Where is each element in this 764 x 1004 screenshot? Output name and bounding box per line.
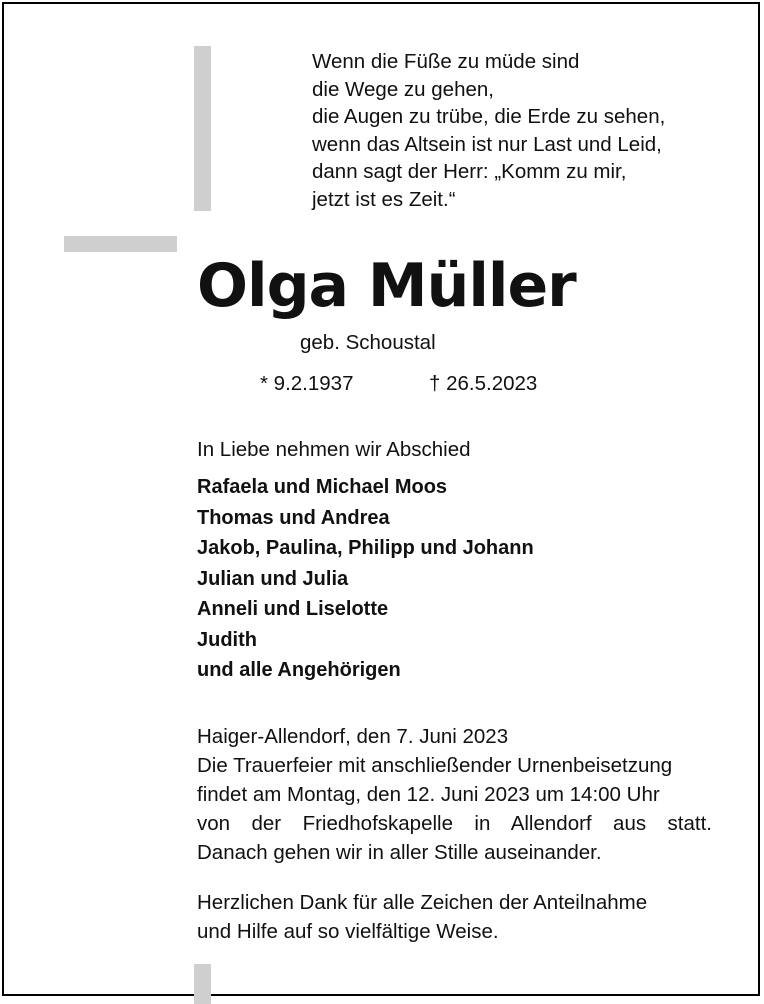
cross-vertical-top-bar: [194, 46, 211, 211]
poem-line: die Augen zu trübe, die Erde zu sehen,: [312, 105, 666, 128]
notice-line: von der Friedhofskapelle in Allendorf aus statt.: [197, 812, 712, 835]
mourner-line: und alle Angehörigen: [197, 659, 401, 681]
poem: [312, 48, 665, 213]
mourner-line: Thomas und Andrea: [197, 506, 390, 529]
obituary-frame: [2, 2, 760, 996]
notice-line: findet am Montag, den 12. Juni 2023 um 14:00 Uhr: [197, 783, 660, 806]
birth-date: * 9.2.1937: [260, 372, 354, 395]
poem-line: dann sagt der Herr: „Komm zu mir,: [312, 160, 627, 183]
poem-line: die Wege zu gehen,: [312, 77, 494, 101]
death-date: † 26.5.2023: [429, 372, 538, 395]
poem-line: jetzt ist es Zeit.“: [312, 187, 456, 211]
farewell-intro: In Liebe nehmen wir Abschied: [197, 438, 471, 461]
deceased-name: Olga Müller: [197, 251, 576, 321]
mourner-line: Jakob, Paulina, Philipp und Johann: [197, 537, 534, 559]
funeral-notice: [197, 722, 712, 867]
mourner-line: Rafaela und Michael Moos: [197, 476, 448, 498]
mourner-line: Judith: [197, 628, 257, 651]
cross-horizontal-bar: [64, 236, 177, 252]
maiden-name: geb. Schoustal: [300, 331, 436, 354]
mourner-line: Anneli und Liselotte: [197, 598, 389, 620]
poem-line: Wenn die Füße zu müde sind: [312, 50, 580, 73]
mourner-line: Julian und Julia: [197, 567, 349, 590]
poem-line: wenn das Altsein ist nur Last und Leid,: [312, 132, 662, 156]
thanks-text: [197, 888, 712, 946]
mourners-list: [197, 472, 534, 686]
notice-line: Danach gehen wir in aller Stille auseinander.: [197, 841, 602, 864]
cross-vertical-bottom-bar: [194, 964, 211, 1004]
notice-line: Die Trauerfeier mit anschließender Urnenbeisetzung: [197, 754, 673, 777]
thanks-line: Herzlichen Dank für alle Zeichen der Anteilnahme: [197, 891, 648, 914]
place-date: Haiger-Allendorf, den 7. Juni 2023: [197, 725, 509, 748]
thanks-line: und Hilfe auf so vielfältige Weise.: [197, 920, 499, 943]
